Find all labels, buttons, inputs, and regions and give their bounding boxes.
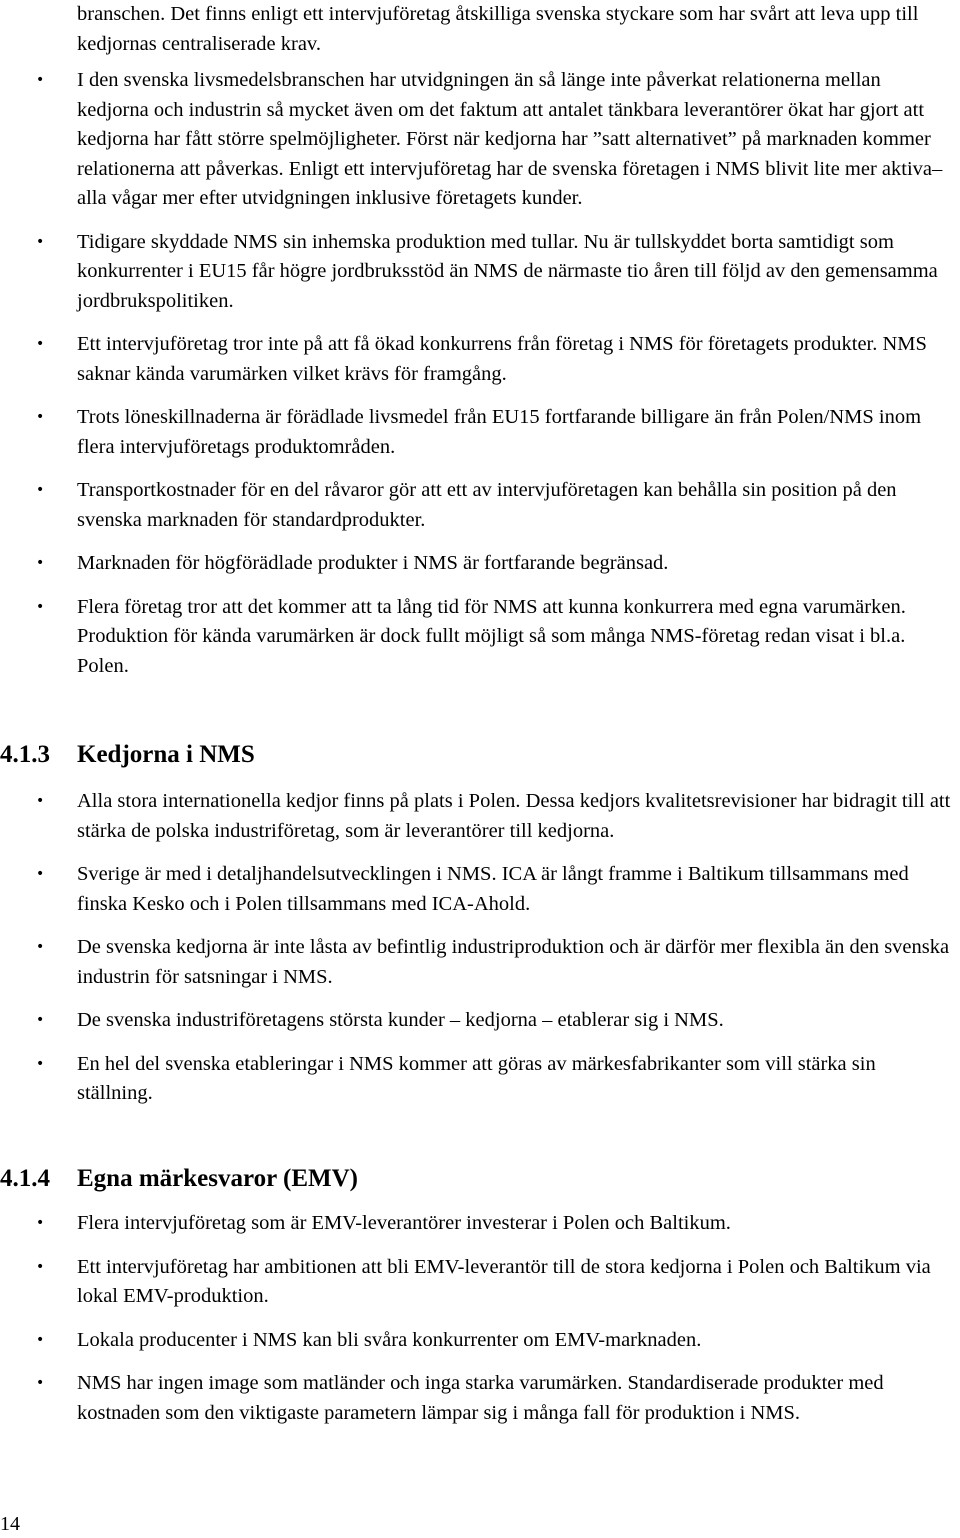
list-item	[0, 933, 960, 992]
section-number: 4.1.3	[0, 741, 50, 768]
list-item-text: Tidigare skyddade NMS sin inhemska produktion med tullar. Nu är tullskyddet borta samtidigt som konkurrenter i EU15 får högre jordbruksstöd än NMS de närmaste tio åren till följd av den gemensamma jordbrukspolitiken.	[77, 230, 938, 312]
list-item	[0, 1326, 960, 1356]
list-item-text: I den svenska livsmedelsbranschen har utvidgningen än så länge inte påverkat relationerna mellan kedjorna och industrin så mycket även om det faktum att antalet tänkbara leverantörer ökat har gjort att kedjorna har fått större spelmöjligheter. Först när kedjorna har ”satt alternativet” på marknaden kommer relationerna att påverkas. Enligt ett intervjuföretag har de svenska företagen i NMS blivit lite mer aktiva– alla vågar mer efter utvidgningen inklusive företagets kunder.	[77, 69, 943, 209]
list-item-text: Transportkostnader för en del råvaror gör att ett av intervjuföretagen kan behålla sin position på den svenska marknaden för standardprodukter.	[77, 479, 897, 531]
bullet-icon: •	[36, 555, 45, 571]
list-item-text: Alla stora internationella kedjor finns på plats i Polen. Dessa kedjors kvalitetsrevisioner har bidragit till att stärka de polska industriföretag, som är leverantörer till kedjorna.	[77, 790, 951, 842]
list-item	[0, 1253, 960, 1312]
bullet-icon: •	[36, 482, 45, 498]
list-item	[0, 549, 960, 579]
bullet-icon: •	[36, 1258, 45, 1275]
list-item-text: Flera företag tror att det kommer att ta lång tid för NMS att kunna konkurrera med egna varumärken. Produktion för kända varumärken är dock fullt möjligt så som många NMS-företag redan visat i bl.a. Polen.	[77, 595, 906, 677]
bullet-icon: •	[36, 598, 45, 615]
list-item-text: Lokala producenter i NMS kan bli svåra konkurrenter om EMV-marknaden.	[77, 1328, 702, 1351]
list-item-text: Ett intervjuföretag har ambitionen att bli EMV-leverantör till de stora kedjorna i Polen och Baltikum via lokal EMV-produktion.	[77, 1255, 931, 1307]
section-heading-4-1-3	[0, 740, 255, 770]
section-number: 4.1.4	[0, 1165, 50, 1192]
list-item	[0, 403, 960, 462]
list-item	[0, 1209, 960, 1239]
list-item	[0, 228, 960, 317]
section-title: Kedjorna i NMS	[77, 741, 255, 768]
list-item	[0, 1050, 960, 1109]
bullet-icon: •	[36, 866, 45, 882]
bullet-icon: •	[36, 1375, 45, 1391]
list-item	[0, 593, 960, 682]
bullet-icon: •	[36, 1331, 45, 1348]
list-item	[0, 860, 960, 919]
bullet-icon: •	[36, 409, 45, 425]
section-heading-4-1-4	[0, 1164, 358, 1194]
list-item	[0, 476, 960, 535]
list-item	[0, 1006, 960, 1036]
bullet-icon: •	[36, 939, 45, 955]
list-item	[0, 1369, 960, 1428]
list-item-text: De svenska kedjorna är inte låsta av befintlig industriproduktion och är därför mer flexibla än den svenska industrin för satsningar i NMS.	[77, 936, 950, 988]
section-title: Egna märkesvaror (EMV)	[77, 1165, 358, 1192]
list-item-text: Sverige är med i detaljhandelsutvecklingen i NMS. ICA är långt framme i Baltikum tillsammans med finska Kesko och i Polen tillsammans med ICA-Ahold.	[77, 863, 909, 915]
list-item	[0, 66, 960, 214]
list-item-text: En hel del svenska etableringar i NMS kommer att göras av märkesfabrikanter som vill stärka sin ställning.	[77, 1052, 876, 1104]
list-item-text: Ett intervjuföretag tror inte på att få ökad konkurrens från företag i NMS för företagets produkter. NMS saknar kända varumärken vilket krävs för framgång.	[77, 333, 927, 385]
bullet-icon: •	[36, 336, 45, 352]
list-item-text: NMS har ingen image som matländer och inga starka varumärken. Standardiserade produkter med kostnaden som den viktigaste parametern lämpar sig i många fall för produktion i NMS.	[77, 1372, 884, 1424]
list-item-text: Marknaden för högförädlade produkter i NMS är fortfarande begränsad.	[77, 552, 669, 574]
bullet-icon: •	[36, 1055, 45, 1072]
list-item-text: De svenska industriföretagens största kunder – kedjorna – etablerar sig i NMS.	[77, 1009, 724, 1031]
list-item-text: Flera intervjuföretag som är EMV-leverantörer investerar i Polen och Baltikum.	[77, 1212, 731, 1234]
bullet-icon: •	[36, 1012, 45, 1028]
list-item	[0, 330, 960, 389]
bullet-list-kedjorna	[0, 787, 960, 1123]
bullet-list-emv	[0, 1209, 960, 1442]
bullet-icon: •	[36, 233, 45, 250]
intro-continuation: branschen. Det finns enligt ett intervjuföretag åtskilliga svenska styckare som har svårt att leva upp till kedjornas centraliserade krav.	[77, 3, 919, 55]
bullet-icon: •	[36, 793, 45, 809]
bullet-icon: •	[36, 72, 45, 88]
bullet-list-intro	[0, 66, 960, 695]
list-item	[0, 787, 960, 846]
bullet-icon: •	[36, 1215, 45, 1231]
page-number: 14	[0, 1513, 20, 1535]
list-item-text: Trots löneskillnaderna är förädlade livsmedel från EU15 fortfarande billigare än från Polen/NMS inom flera intervjuföretags produktområden.	[77, 406, 922, 458]
